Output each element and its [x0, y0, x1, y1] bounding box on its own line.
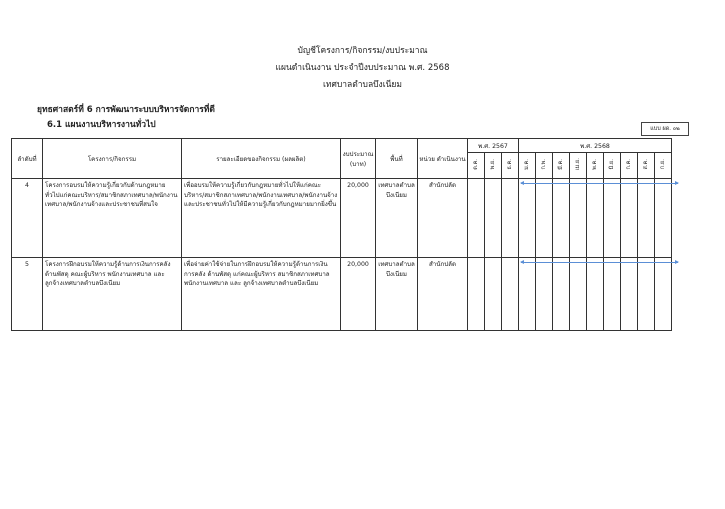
month-cell	[553, 258, 570, 331]
month-cell	[553, 179, 570, 258]
month-header	[502, 153, 519, 179]
row-budget-text: 20,000	[347, 182, 369, 189]
header-detail: รายละเอียดของกิจกรรม (ผลผลิต)	[182, 139, 341, 179]
month-cell	[604, 258, 621, 331]
row-detail-text: เพื่อจ่ายค่าใช้จ่ายในการฝึกอบรมให้ความรู้ด้านการเงิน การคลัง ด้านพัสดุ แก่คณะผู้บริหาร สมาชิกสภาเทศบาล พนักงานเทศบาล และ ลูกจ้างเทศบาลตำบลบึงเนียม	[184, 261, 330, 288]
header-project: โครงการ/กิจกรรม	[43, 139, 182, 179]
row-area	[376, 179, 418, 258]
month-cell	[638, 258, 655, 331]
month-label: มี.ค.	[558, 159, 564, 170]
doc-title-line2: แผนดำเนินงาน ประจำปีงบประมาณ พ.ศ. 2568	[275, 63, 450, 73]
row-unit	[418, 179, 468, 258]
row-area	[376, 258, 418, 331]
row-budget	[341, 179, 376, 258]
table-row	[12, 258, 672, 331]
row-no	[12, 258, 43, 331]
month-header	[604, 153, 621, 179]
timeline-arrow	[521, 183, 678, 184]
row-project	[43, 258, 182, 331]
doc-title-line1: บัญชีโครงการ/กิจกรรม/งบประมาณ	[297, 46, 428, 56]
month-label: พ.ค.	[592, 159, 598, 170]
month-label: พ.ย.	[490, 159, 496, 170]
month-cell	[468, 179, 485, 258]
row-area-text: เทศบาลตำบลบึงเนียม	[378, 261, 415, 278]
row-budget-text: 20,000	[347, 261, 369, 268]
project-table	[11, 138, 672, 331]
strategy-heading: ยุทธศาสตร์ที่ 6 การพัฒนาระบบบริหารจัดการที่ดี	[37, 105, 215, 115]
row-area-text: เทศบาลตำบลบึงเนียม	[378, 182, 415, 199]
month-header	[468, 153, 485, 179]
month-cell	[519, 179, 536, 258]
timeline-arrow	[521, 262, 678, 263]
month-cell	[536, 179, 553, 258]
month-header	[570, 153, 587, 179]
row-no-text: 5	[25, 261, 29, 268]
header-budget: งบประมาณ (บาท)	[341, 139, 376, 179]
header-year-2567: พ.ศ. 2567	[468, 139, 519, 153]
table-row	[12, 179, 672, 258]
month-label: ก.ย.	[660, 159, 666, 170]
form-code-badge: แบบ ผด. ๐๒	[641, 122, 689, 136]
month-cell	[502, 179, 519, 258]
month-cell	[587, 258, 604, 331]
month-label: เม.ย.	[575, 158, 581, 171]
month-cell	[485, 258, 502, 331]
month-label: ต.ค.	[473, 159, 479, 170]
month-header	[519, 153, 536, 179]
row-unit-text: สำนักปลัด	[429, 261, 456, 268]
header-unit: หน่วย ดำเนินงาน	[418, 139, 468, 179]
month-label: ส.ค.	[643, 159, 649, 170]
row-detail-text: เพื่ออบรมให้ความรู้เกี่ยวกับกฎหมายทั่วไปให้แก่คณะบริหาร/สมาชิกสภาเทศบาล/พนักงานเทศบาล/พนักงานจ้างและประชาชนทั่วไปให้มีความรู้เกี่ยวกับกฎหมายมากยิ่งขึ้น	[184, 182, 338, 209]
month-label: ก.ค.	[626, 159, 632, 170]
month-label: มิ.ย.	[609, 159, 615, 170]
month-cell	[638, 179, 655, 258]
row-project	[43, 179, 182, 258]
month-label: ก.พ.	[541, 159, 547, 170]
month-cell	[570, 258, 587, 331]
month-cell	[519, 258, 536, 331]
month-cell	[604, 179, 621, 258]
month-cell	[536, 258, 553, 331]
month-cell	[485, 179, 502, 258]
month-cell	[587, 179, 604, 258]
month-header	[553, 153, 570, 179]
row-detail	[182, 258, 341, 331]
month-header	[587, 153, 604, 179]
month-header	[485, 153, 502, 179]
doc-title-line3: เทศบาลตำบลบึงเนียม	[322, 80, 403, 90]
month-cell	[655, 258, 672, 331]
month-header	[621, 153, 638, 179]
header-year-2568: พ.ศ. 2568	[519, 139, 672, 153]
row-no	[12, 179, 43, 258]
month-cell	[621, 179, 638, 258]
month-label: ม.ค.	[524, 159, 530, 170]
row-project-text: โครงการอบรมให้ความรู้เกี่ยวกับด้านกฎหมายทั่วไปแก่คณะบริหาร/สมาชิกสภาเทศบาล/พนักงานเทศบาล/พนักงานจ้างและประชาชนที่สนใจ	[45, 182, 178, 209]
row-project-text: โครงการฝึกอบรมให้ความรู้ด้านการเงินการคลัง ด้านพัสดุ คณะผู้บริหาร พนักงานเทศบาล และลูกจ้างเทศบาลตำบลบึงเนียม	[45, 261, 171, 288]
month-header	[536, 153, 553, 179]
month-cell	[468, 258, 485, 331]
header-area: พื้นที่	[376, 139, 418, 179]
month-cell	[570, 179, 587, 258]
month-cell	[621, 258, 638, 331]
row-detail	[182, 179, 341, 258]
month-label: ธ.ค.	[507, 159, 513, 170]
row-unit-text: สำนักปลัด	[429, 182, 456, 189]
month-cell	[655, 179, 672, 258]
plan-heading: 6.1 แผนงานบริหารงานทั่วไป	[47, 120, 156, 130]
header-no: ลำดับที่	[12, 139, 43, 179]
month-header	[655, 153, 672, 179]
row-unit	[418, 258, 468, 331]
row-budget	[341, 258, 376, 331]
month-header	[638, 153, 655, 179]
month-cell	[502, 258, 519, 331]
row-no-text: 4	[25, 182, 29, 189]
